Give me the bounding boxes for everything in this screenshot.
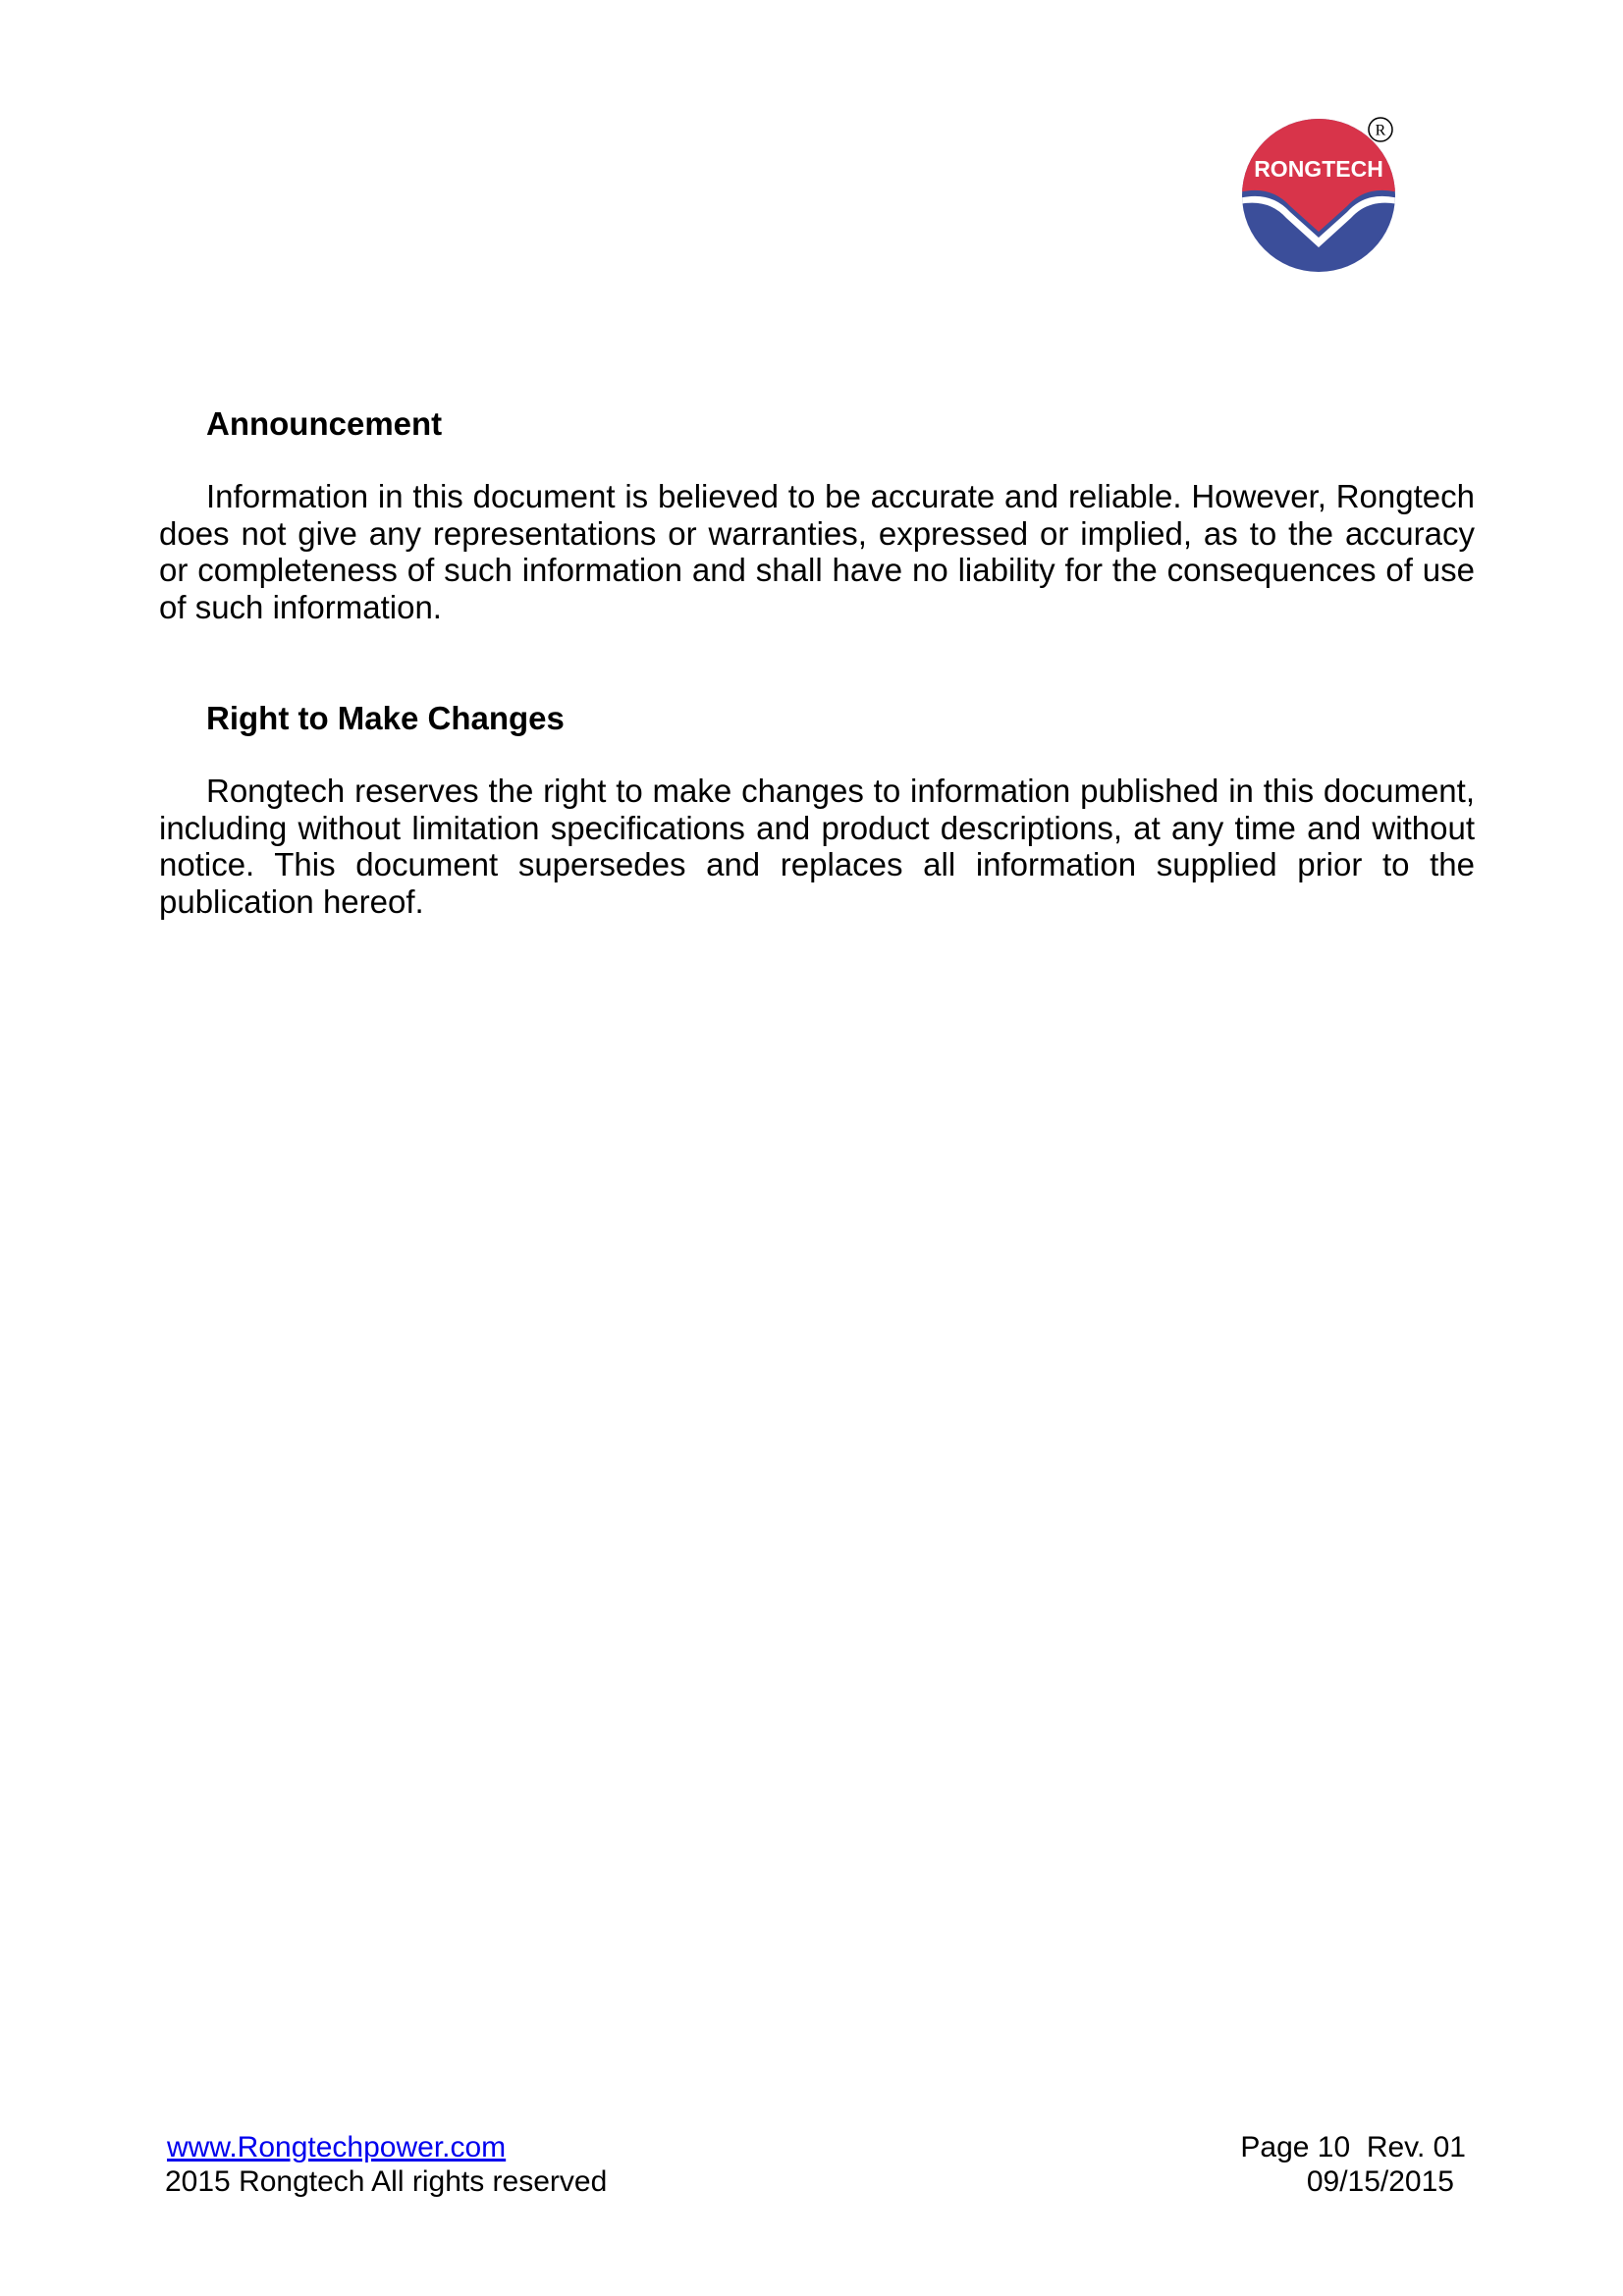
copyright-text: 2015 Rongtech All rights reserved <box>165 2165 608 2198</box>
footer-right <box>1240 2130 1466 2199</box>
right-to-make-changes-heading: Right to Make Changes <box>206 700 565 736</box>
logo-text: RONGTECH <box>1254 156 1383 182</box>
announcement-heading: Announcement <box>206 405 443 442</box>
right-to-make-changes-paragraph: Rongtech reserves the right to make changes to information published in this document, including without limitation specifications and product descriptions, at any time and without notice. This document supersedes and replaces all information supplied prior to the publication hereof. <box>159 773 1475 920</box>
announcement-paragraph: Information in this document is believed to be accurate and reliable. However, Rongtech does not give any representations or warranties, expressed or implied, as to the accuracy or completeness of such information and shall have no liability for the consequences of use of such information. <box>159 478 1475 625</box>
revision-date: 09/15/2015 <box>1306 2165 1454 2198</box>
page-revision: Page 10 Rev. 01 <box>1240 2131 1466 2163</box>
website-link[interactable]: www.Rongtechpower.com <box>167 2131 507 2163</box>
registered-mark <box>1367 116 1394 143</box>
svg-text:R: R <box>1375 122 1386 139</box>
footer-left <box>165 2130 607 2199</box>
